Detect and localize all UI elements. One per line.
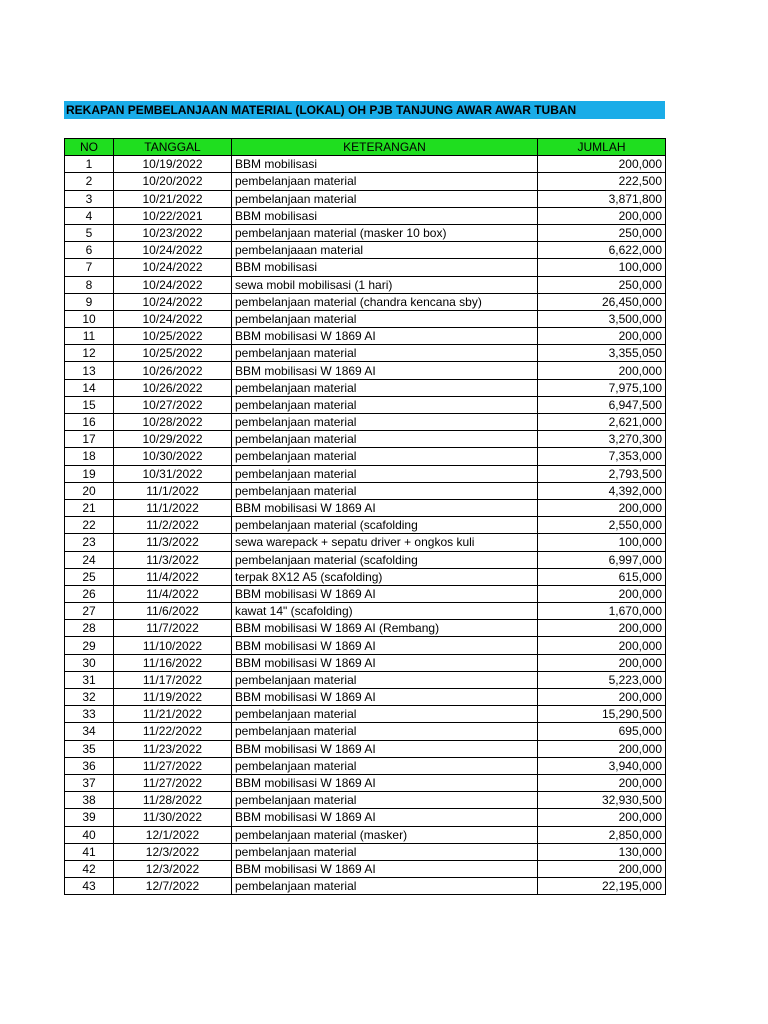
date-cell: 10/29/2022 — [114, 431, 232, 448]
date-cell: 10/30/2022 — [114, 448, 232, 465]
table-row — [65, 689, 666, 706]
amount-cell: 3,270,300 — [538, 431, 666, 448]
amount-cell: 200,000 — [538, 689, 666, 706]
amount-cell: 250,000 — [538, 224, 666, 241]
amount-cell: 6,997,000 — [538, 551, 666, 568]
amount-cell: 200,000 — [538, 156, 666, 173]
table-row — [65, 224, 666, 241]
date-cell: 10/24/2022 — [114, 259, 232, 276]
table-row — [65, 242, 666, 259]
amount-cell: 22,195,000 — [538, 878, 666, 895]
row-number-cell: 11 — [65, 328, 114, 345]
date-cell: 11/1/2022 — [114, 499, 232, 516]
description-cell: pembelanjaan material — [232, 310, 538, 327]
row-number-cell: 32 — [65, 689, 114, 706]
description-cell: pembelanjaan material — [232, 414, 538, 431]
description-cell: BBM mobilisasi W 1869 AI — [232, 585, 538, 602]
row-number-cell: 28 — [65, 620, 114, 637]
table-row — [65, 774, 666, 791]
row-number-cell: 30 — [65, 654, 114, 671]
amount-cell: 1,670,000 — [538, 603, 666, 620]
amount-cell: 32,930,500 — [538, 792, 666, 809]
date-cell: 10/22/2021 — [114, 207, 232, 224]
description-cell: BBM mobilisasi W 1869 AI — [232, 809, 538, 826]
table-row — [65, 448, 666, 465]
description-cell: pembelanjaan material — [232, 706, 538, 723]
description-cell: kawat 14" (scafolding) — [232, 603, 538, 620]
date-cell: 11/17/2022 — [114, 671, 232, 688]
date-cell: 11/3/2022 — [114, 551, 232, 568]
description-cell: pembelanjaan material — [232, 379, 538, 396]
table-row — [65, 792, 666, 809]
amount-cell: 2,550,000 — [538, 517, 666, 534]
row-number-cell: 37 — [65, 774, 114, 791]
table-row — [65, 362, 666, 379]
table-row — [65, 499, 666, 516]
table-row — [65, 860, 666, 877]
amount-cell: 2,621,000 — [538, 414, 666, 431]
date-cell: 12/3/2022 — [114, 860, 232, 877]
date-cell: 11/6/2022 — [114, 603, 232, 620]
description-cell: pembelanjaan material (scafolding — [232, 551, 538, 568]
table-row — [65, 465, 666, 482]
table-row — [65, 328, 666, 345]
date-cell: 10/24/2022 — [114, 293, 232, 310]
description-cell: pembelanjaan material — [232, 431, 538, 448]
row-number-cell: 23 — [65, 534, 114, 551]
row-number-cell: 7 — [65, 259, 114, 276]
description-cell: pembelanjaaan material — [232, 242, 538, 259]
row-number-cell: 2 — [65, 173, 114, 190]
date-cell: 12/1/2022 — [114, 826, 232, 843]
row-number-cell: 25 — [65, 568, 114, 585]
table-row — [65, 534, 666, 551]
amount-cell: 200,000 — [538, 362, 666, 379]
description-cell: BBM mobilisasi W 1869 AI — [232, 499, 538, 516]
sheet-title: REKAPAN PEMBELANJAAN MATERIAL (LOKAL) OH PJB TANJUNG AWAR AWAR TUBAN — [64, 101, 665, 119]
amount-cell: 4,392,000 — [538, 482, 666, 499]
date-cell: 11/22/2022 — [114, 723, 232, 740]
date-cell: 11/30/2022 — [114, 809, 232, 826]
table-row — [65, 517, 666, 534]
amount-cell: 3,940,000 — [538, 757, 666, 774]
table-row — [65, 568, 666, 585]
date-cell: 10/25/2022 — [114, 328, 232, 345]
row-number-cell: 36 — [65, 757, 114, 774]
amount-cell: 3,355,050 — [538, 345, 666, 362]
amount-cell: 200,000 — [538, 774, 666, 791]
date-cell: 11/21/2022 — [114, 706, 232, 723]
row-number-cell: 27 — [65, 603, 114, 620]
description-cell: BBM mobilisasi W 1869 AI (Rembang) — [232, 620, 538, 637]
row-number-cell: 20 — [65, 482, 114, 499]
description-cell: BBM mobilisasi W 1869 AI — [232, 654, 538, 671]
amount-cell: 15,290,500 — [538, 706, 666, 723]
table-row — [65, 345, 666, 362]
description-cell: pembelanjaan material — [232, 396, 538, 413]
row-number-cell: 14 — [65, 379, 114, 396]
date-cell: 10/27/2022 — [114, 396, 232, 413]
amount-cell: 5,223,000 — [538, 671, 666, 688]
date-cell: 12/3/2022 — [114, 843, 232, 860]
description-cell: sewa warepack + sepatu driver + ongkos kuli — [232, 534, 538, 551]
amount-cell: 100,000 — [538, 259, 666, 276]
table-row — [65, 396, 666, 413]
row-number-cell: 17 — [65, 431, 114, 448]
description-cell: BBM mobilisasi W 1869 AI — [232, 860, 538, 877]
amount-cell: 200,000 — [538, 328, 666, 345]
amount-cell: 26,450,000 — [538, 293, 666, 310]
description-cell: pembelanjaan material — [232, 843, 538, 860]
table-row — [65, 276, 666, 293]
date-cell: 11/27/2022 — [114, 774, 232, 791]
description-cell: pembelanjaan material — [232, 190, 538, 207]
amount-cell: 100,000 — [538, 534, 666, 551]
description-cell: BBM mobilisasi — [232, 207, 538, 224]
table-row — [65, 414, 666, 431]
amount-cell: 6,947,500 — [538, 396, 666, 413]
table-row — [65, 826, 666, 843]
description-cell: pembelanjaan material — [232, 465, 538, 482]
description-cell: pembelanjaan material — [232, 448, 538, 465]
header-no: NO — [65, 139, 114, 156]
description-cell: pembelanjaan material (masker 10 box) — [232, 224, 538, 241]
date-cell: 11/1/2022 — [114, 482, 232, 499]
description-cell: pembelanjaan material — [232, 482, 538, 499]
row-number-cell: 31 — [65, 671, 114, 688]
table-row — [65, 620, 666, 637]
table-row — [65, 379, 666, 396]
row-number-cell: 26 — [65, 585, 114, 602]
date-cell: 10/25/2022 — [114, 345, 232, 362]
amount-cell: 222,500 — [538, 173, 666, 190]
description-cell: BBM mobilisasi W 1869 AI — [232, 362, 538, 379]
description-cell: pembelanjaan material (scafolding — [232, 517, 538, 534]
amount-cell: 130,000 — [538, 843, 666, 860]
date-cell: 11/4/2022 — [114, 585, 232, 602]
date-cell: 11/16/2022 — [114, 654, 232, 671]
date-cell: 11/7/2022 — [114, 620, 232, 637]
table-row — [65, 809, 666, 826]
table-row — [65, 190, 666, 207]
row-number-cell: 34 — [65, 723, 114, 740]
row-number-cell: 19 — [65, 465, 114, 482]
table-row — [65, 706, 666, 723]
date-cell: 11/3/2022 — [114, 534, 232, 551]
date-cell: 10/19/2022 — [114, 156, 232, 173]
amount-cell: 695,000 — [538, 723, 666, 740]
amount-cell: 200,000 — [538, 637, 666, 654]
amount-cell: 200,000 — [538, 585, 666, 602]
row-number-cell: 1 — [65, 156, 114, 173]
amount-cell: 200,000 — [538, 207, 666, 224]
description-cell: BBM mobilisasi W 1869 AI — [232, 328, 538, 345]
date-cell: 10/23/2022 — [114, 224, 232, 241]
table-body — [65, 156, 666, 895]
table-row — [65, 603, 666, 620]
header-date: TANGGAL — [114, 139, 232, 156]
date-cell: 10/26/2022 — [114, 362, 232, 379]
header-description: KETERANGAN — [232, 139, 538, 156]
date-cell: 10/28/2022 — [114, 414, 232, 431]
row-number-cell: 39 — [65, 809, 114, 826]
table-row — [65, 431, 666, 448]
date-cell: 10/31/2022 — [114, 465, 232, 482]
table-row — [65, 740, 666, 757]
description-cell: pembelanjaan material — [232, 345, 538, 362]
table-header-row — [65, 139, 666, 156]
description-cell: pembelanjaan material — [232, 878, 538, 895]
row-number-cell: 6 — [65, 242, 114, 259]
amount-cell: 3,500,000 — [538, 310, 666, 327]
table-row — [65, 207, 666, 224]
amount-cell: 2,850,000 — [538, 826, 666, 843]
row-number-cell: 10 — [65, 310, 114, 327]
row-number-cell: 40 — [65, 826, 114, 843]
amount-cell: 615,000 — [538, 568, 666, 585]
table-row — [65, 173, 666, 190]
date-cell: 11/4/2022 — [114, 568, 232, 585]
description-cell: BBM mobilisasi W 1869 AI — [232, 637, 538, 654]
table-row — [65, 654, 666, 671]
description-cell: pembelanjaan material — [232, 757, 538, 774]
row-number-cell: 18 — [65, 448, 114, 465]
table-row — [65, 878, 666, 895]
row-number-cell: 29 — [65, 637, 114, 654]
table-row — [65, 723, 666, 740]
amount-cell: 200,000 — [538, 654, 666, 671]
row-number-cell: 38 — [65, 792, 114, 809]
table-row — [65, 310, 666, 327]
table-row — [65, 757, 666, 774]
date-cell: 11/19/2022 — [114, 689, 232, 706]
table-row — [65, 551, 666, 568]
header-amount: JUMLAH — [538, 139, 666, 156]
date-cell: 10/24/2022 — [114, 242, 232, 259]
row-number-cell: 12 — [65, 345, 114, 362]
row-number-cell: 33 — [65, 706, 114, 723]
table-row — [65, 637, 666, 654]
row-number-cell: 43 — [65, 878, 114, 895]
description-cell: pembelanjaan material (masker) — [232, 826, 538, 843]
date-cell: 12/7/2022 — [114, 878, 232, 895]
amount-cell: 200,000 — [538, 740, 666, 757]
amount-cell: 200,000 — [538, 809, 666, 826]
row-number-cell: 9 — [65, 293, 114, 310]
row-number-cell: 22 — [65, 517, 114, 534]
description-cell: terpak 8X12 A5 (scafolding) — [232, 568, 538, 585]
date-cell: 10/20/2022 — [114, 173, 232, 190]
table-row — [65, 156, 666, 173]
recap-table — [64, 138, 666, 895]
row-number-cell: 21 — [65, 499, 114, 516]
date-cell: 10/21/2022 — [114, 190, 232, 207]
row-number-cell: 15 — [65, 396, 114, 413]
table-row — [65, 671, 666, 688]
row-number-cell: 5 — [65, 224, 114, 241]
row-number-cell: 4 — [65, 207, 114, 224]
table-row — [65, 843, 666, 860]
date-cell: 10/24/2022 — [114, 310, 232, 327]
row-number-cell: 3 — [65, 190, 114, 207]
table-row — [65, 259, 666, 276]
description-cell: sewa mobil mobilisasi (1 hari) — [232, 276, 538, 293]
date-cell: 11/28/2022 — [114, 792, 232, 809]
description-cell: pembelanjaan material — [232, 792, 538, 809]
row-number-cell: 35 — [65, 740, 114, 757]
description-cell: pembelanjaan material — [232, 173, 538, 190]
row-number-cell: 24 — [65, 551, 114, 568]
date-cell: 11/2/2022 — [114, 517, 232, 534]
description-cell: BBM mobilisasi W 1869 AI — [232, 774, 538, 791]
table-row — [65, 585, 666, 602]
date-cell: 11/10/2022 — [114, 637, 232, 654]
description-cell: BBM mobilisasi W 1869 AI — [232, 740, 538, 757]
row-number-cell: 16 — [65, 414, 114, 431]
description-cell: BBM mobilisasi W 1869 AI — [232, 689, 538, 706]
date-cell: 11/27/2022 — [114, 757, 232, 774]
description-cell: pembelanjaan material — [232, 723, 538, 740]
date-cell: 10/26/2022 — [114, 379, 232, 396]
amount-cell: 2,793,500 — [538, 465, 666, 482]
row-number-cell: 8 — [65, 276, 114, 293]
date-cell: 11/23/2022 — [114, 740, 232, 757]
table-row — [65, 293, 666, 310]
date-cell: 10/24/2022 — [114, 276, 232, 293]
description-cell: pembelanjaan material (chandra kencana sby) — [232, 293, 538, 310]
description-cell: BBM mobilisasi — [232, 156, 538, 173]
amount-cell: 3,871,800 — [538, 190, 666, 207]
row-number-cell: 13 — [65, 362, 114, 379]
row-number-cell: 41 — [65, 843, 114, 860]
amount-cell: 200,000 — [538, 499, 666, 516]
table-row — [65, 482, 666, 499]
amount-cell: 250,000 — [538, 276, 666, 293]
description-cell: BBM mobilisasi — [232, 259, 538, 276]
amount-cell: 6,622,000 — [538, 242, 666, 259]
amount-cell: 7,975,100 — [538, 379, 666, 396]
amount-cell: 7,353,000 — [538, 448, 666, 465]
amount-cell: 200,000 — [538, 620, 666, 637]
row-number-cell: 42 — [65, 860, 114, 877]
description-cell: pembelanjaan material — [232, 671, 538, 688]
amount-cell: 200,000 — [538, 860, 666, 877]
